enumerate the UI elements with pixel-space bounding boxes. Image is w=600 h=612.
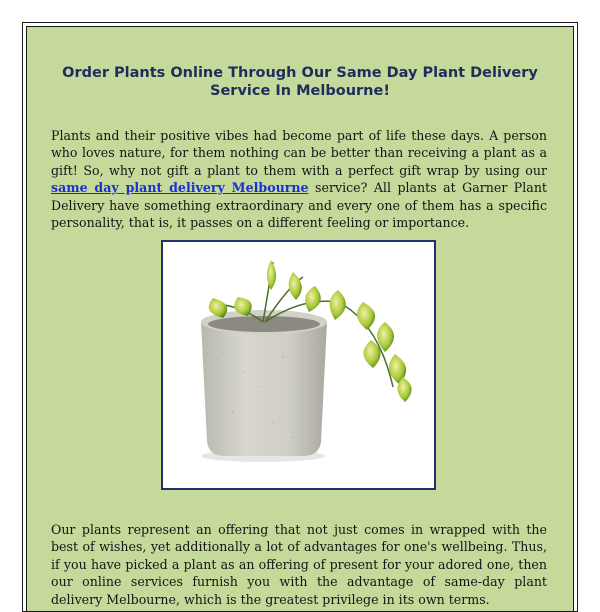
page-title-line-2: Service In Melbourne!	[210, 83, 390, 99]
plant-photo	[161, 240, 436, 490]
potted-plant-icon	[163, 242, 434, 488]
page-title	[27, 64, 573, 100]
intro-paragraph	[51, 127, 547, 231]
document-page	[26, 26, 574, 611]
benefits-paragraph: Our plants represent an offering that not just comes in wrapped with the best of wishes, yet additionally a lot of advantages for one's wellbeing. Thus, if you have picked a plant as an offering of present for your adored one, then our online services furnish you with the advantage of same-day plant delivery Melbourne, which is the greatest privilege in its own terms.	[51, 522, 547, 607]
same-day-delivery-link[interactable]: same day plant delivery Melbourne	[51, 180, 309, 196]
page-title-line-1: Order Plants Online Through Our Same Day Plant Delivery	[62, 65, 538, 81]
intro-text-end: service? All plants at Garner Plant Delivery have something extraordinary and every one of them has a specific personality, that is, it passes on a different feeling or importance.	[51, 180, 547, 231]
intro-text-start: Plants and their positive vibes had become part of life these days. A person who loves nature, for them nothing can be better than receiving a plant as a gift! So, why not gift a plant to them with a perfect gift wrap by using our	[51, 128, 547, 178]
pot-body	[201, 322, 327, 456]
page-frame	[22, 22, 578, 612]
